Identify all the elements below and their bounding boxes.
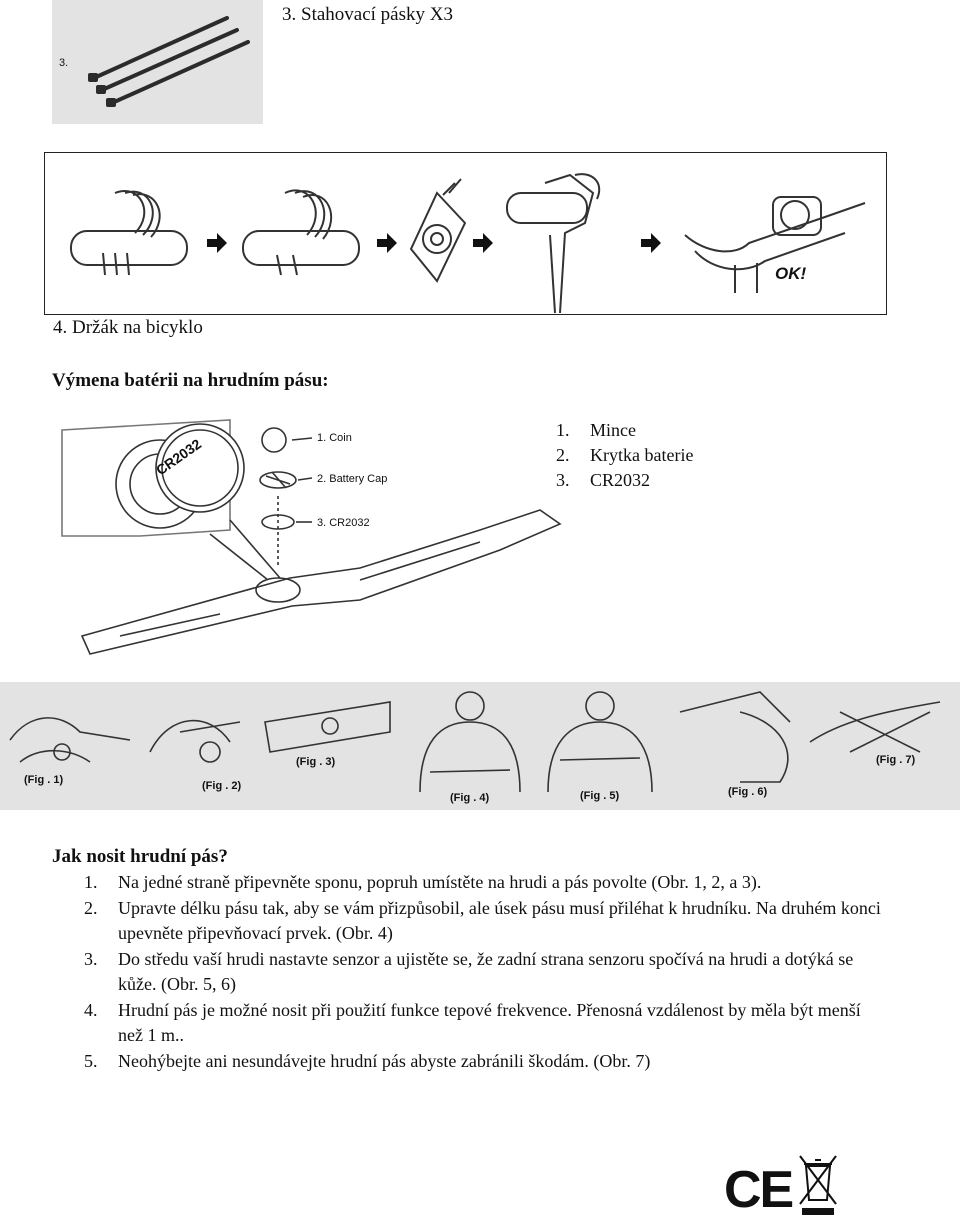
- battery-diagram: [60, 410, 580, 665]
- wear-instructions-list: [84, 870, 884, 1074]
- fig-2-label: (Fig . 2): [202, 780, 242, 792]
- list-item: 2. Krytka baterie: [556, 445, 694, 465]
- list-item: 1. Mince: [556, 420, 636, 440]
- wearing-figures-strip: [0, 682, 960, 810]
- zip-ties-drawing: [52, 0, 263, 124]
- ok-label: OK!: [775, 264, 807, 283]
- zip-ties-image-number: 3.: [59, 57, 69, 69]
- fig-3-label: (Fig . 3): [296, 756, 336, 768]
- zip-ties-image: [52, 0, 263, 124]
- list-item: 5. Neohýbejte ani nesundávejte hrudní pás abyste zabránili škodám. (Obr. 7): [84, 1050, 651, 1071]
- fig-5-label: (Fig . 5): [580, 790, 620, 802]
- ce-mark: CE: [724, 1161, 793, 1219]
- fig-1-label: (Fig . 1): [24, 774, 64, 786]
- list-item: 4. Hrudní pás je možné nosit při použití funkce tepové frekvence. Přenosná vzdálenost by měla být menší než 1 m..: [84, 999, 861, 1045]
- bike-mount-steps: [45, 153, 886, 314]
- weee-bin-drawing: [796, 1152, 840, 1218]
- battery-parts-list: [556, 418, 856, 493]
- weee-bin-icon: [796, 1152, 840, 1218]
- bike-mount-figure: [44, 152, 887, 338]
- list-item: 1. Na jedné straně připevněte sponu, popruh umístěte na hrudi a pás povolte (Obr. 1, 2, a 3).: [84, 872, 762, 892]
- zip-ties-caption: 3. Stahovací pásky X3: [282, 4, 453, 25]
- battery-heading: Výmena batérii na hrudním pásu:: [52, 370, 329, 391]
- bike-mount-caption: 4. Držák na bicyklo: [53, 317, 203, 338]
- list-item: 2. Upravte délku pásu tak, aby se vám přizpůsobil, ale úsek pásu musí přiléhat k hrudníku. Na druhém konci upevněte připevňovací prvek. (Obr. 4): [84, 897, 881, 943]
- list-item: 3. Do středu vaší hrudi nastavte senzor a ujistěte se, že zadní strana senzoru spočívá na hrudi a dotýká se kůže. (Obr. 5, 6): [84, 948, 854, 994]
- list-item: 3. CR2032: [556, 470, 651, 490]
- diagram-label-battery-cap: 2. Battery Cap: [317, 473, 388, 485]
- battery-marking: CR2032: [152, 435, 205, 479]
- diagram-label-coin: 1. Coin: [317, 432, 352, 444]
- fig-6-label: (Fig . 6): [728, 786, 768, 798]
- wear-heading: Jak nosit hrudní pás?: [52, 846, 228, 867]
- battery-diagram-drawing: [60, 410, 580, 665]
- fig-4-label: (Fig . 4): [450, 792, 490, 804]
- diagram-label-cr2032: 3. CR2032: [317, 517, 370, 529]
- wearing-figures-drawing: [0, 682, 960, 810]
- fig-7-label: (Fig . 7): [876, 754, 916, 766]
